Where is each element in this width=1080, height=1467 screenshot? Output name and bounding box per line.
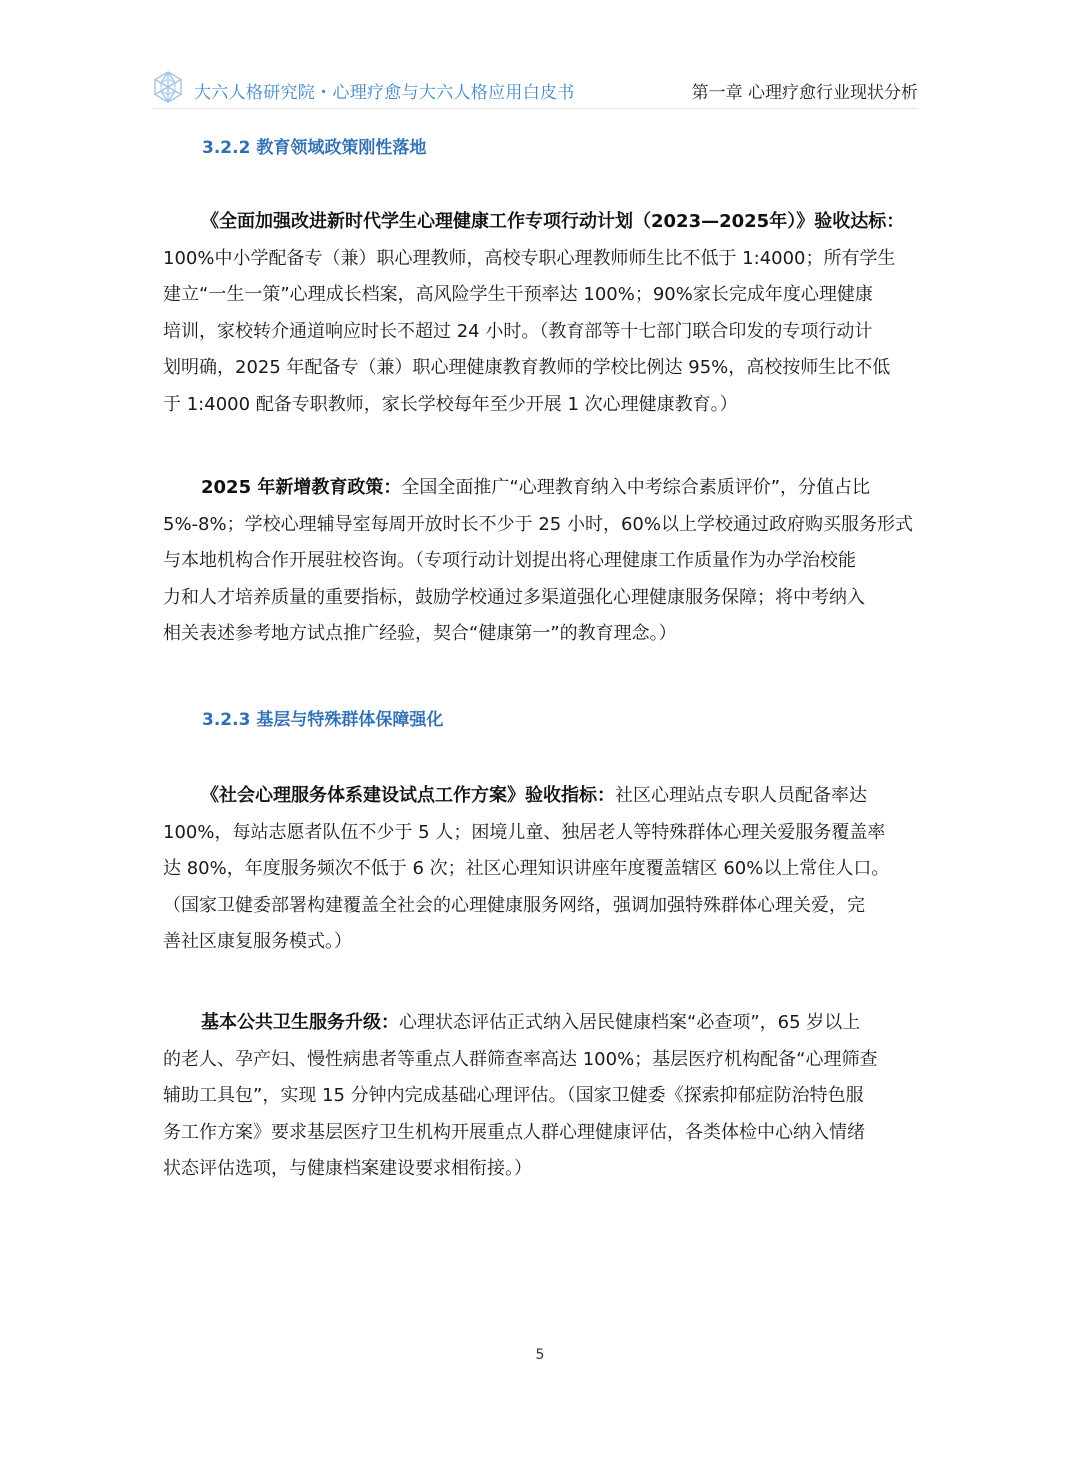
paragraph-social-psychology-service — [163, 778, 923, 961]
paragraph-line: 状态评估选项，与健康档案建设要求相衔接。） — [163, 1158, 532, 1180]
paragraph-education-action-plan — [163, 204, 923, 424]
page-header — [152, 70, 918, 110]
paragraph-line: 100%中小学配备专（兼）职心理教师，高校专职心理教师师生比不低于 1:4000；所有学生 — [163, 247, 896, 269]
paragraph-lead: 基本公共卫生服务升级： — [201, 1012, 399, 1033]
document-title: 大六人格研究院・心理疗愈与大六人格应用白皮书 — [194, 83, 575, 103]
section-heading-3-2-3: 3.2.3 基层与特殊群体保障强化 — [202, 710, 444, 730]
paragraph-line: 达 80%，年度服务频次不低于 6 次；社区心理知识讲座年度覆盖辖区 60%以上常住人口。 — [163, 858, 890, 880]
paragraph-line: 力和人才培养质量的重要指标，鼓励学校通过多渠道强化心理健康服务保障；将中考纳入 — [163, 586, 865, 608]
paragraph-line: 辅助工具包”，实现 15 分钟内完成基础心理评估。（国家卫健委《探索抑郁症防治特色服 — [163, 1085, 864, 1107]
paragraph-line: 相关表述参考地方试点推广经验，契合“健康第一”的教育理念。） — [163, 623, 677, 645]
paragraph-line: 于 1:4000 配备专职教师，家长学校每年至少开展 1 次心理健康教育。） — [163, 393, 738, 415]
chapter-title: 第一章 心理疗愈行业现状分析 — [691, 83, 918, 103]
paragraph-line: 务工作方案》要求基层医疗卫生机构开展重点人群心理健康评估，各类体检中心纳入情绪 — [163, 1121, 865, 1143]
paragraph-lead: 2025 年新增教育政策： — [201, 477, 402, 498]
paragraph-2025-education-policy — [163, 470, 923, 653]
section-heading-3-2-2: 3.2.2 教育领域政策刚性落地 — [202, 138, 427, 158]
paragraph-line: 与本地机构合作开展驻校咨询。（专项行动计划提出将心理健康工作质量作为办学治校能 — [163, 550, 856, 572]
paragraph-lead: 《全面加强改进新时代学生心理健康工作专项行动计划（2023—2025年）》验收达标： — [201, 211, 905, 232]
paragraph-line: 划明确，2025 年配备专（兼）职心理健康教育教师的学校比例达 95%，高校按师生比不低 — [163, 357, 891, 379]
paragraph-line: 善社区康复服务模式。） — [163, 931, 352, 953]
paragraph-line: 2025 年新增教育政策：全国全面推广“心理教育纳入中考综合素质评价”，分值占比 — [201, 477, 871, 498]
paragraph-line — [163, 204, 923, 241]
paragraph-lead: 《社会心理服务体系建设试点工作方案》验收指标： — [201, 785, 615, 806]
paragraph-line: （国家卫健委部署构建覆盖全社会的心理健康服务网络，强调加强特殊群体心理关爱，完 — [163, 894, 865, 916]
header-divider — [152, 108, 918, 109]
paragraph-line: 培训，家校转介通道响应时长不超过 24 小时。（教育部等十七部门联合印发的专项行动计 — [163, 320, 873, 342]
paragraph-line: 建立“一生一策”心理成长档案，高风险学生干预率达 100%；90%家长完成年度心理健康 — [163, 284, 873, 306]
paragraph-line: 《社会心理服务体系建设试点工作方案》验收指标：社区心理站点专职人员配备率达 — [201, 785, 867, 806]
page-number: 5 — [535, 1347, 545, 1363]
paragraph-public-health-upgrade — [163, 1005, 923, 1188]
paragraph-line: 100%，每站志愿者队伍不少于 5 人；困境儿童、独居老人等特殊群体心理关爱服务覆盖率 — [163, 821, 886, 843]
paragraph-line: 5%-8%；学校心理辅导室每周开放时长不少于 25 小时，60%以上学校通过政府购买服务形式 — [163, 513, 913, 535]
paragraph-line: 的老人、孕产妇、慢性病患者等重点人群筛查率高达 100%；基层医疗机构配备“心理筛查 — [163, 1048, 878, 1070]
hexagon-network-icon — [152, 70, 184, 104]
paragraph-line: 基本公共卫生服务升级：心理状态评估正式纳入居民健康档案“必查项”，65 岁以上 — [201, 1012, 861, 1033]
